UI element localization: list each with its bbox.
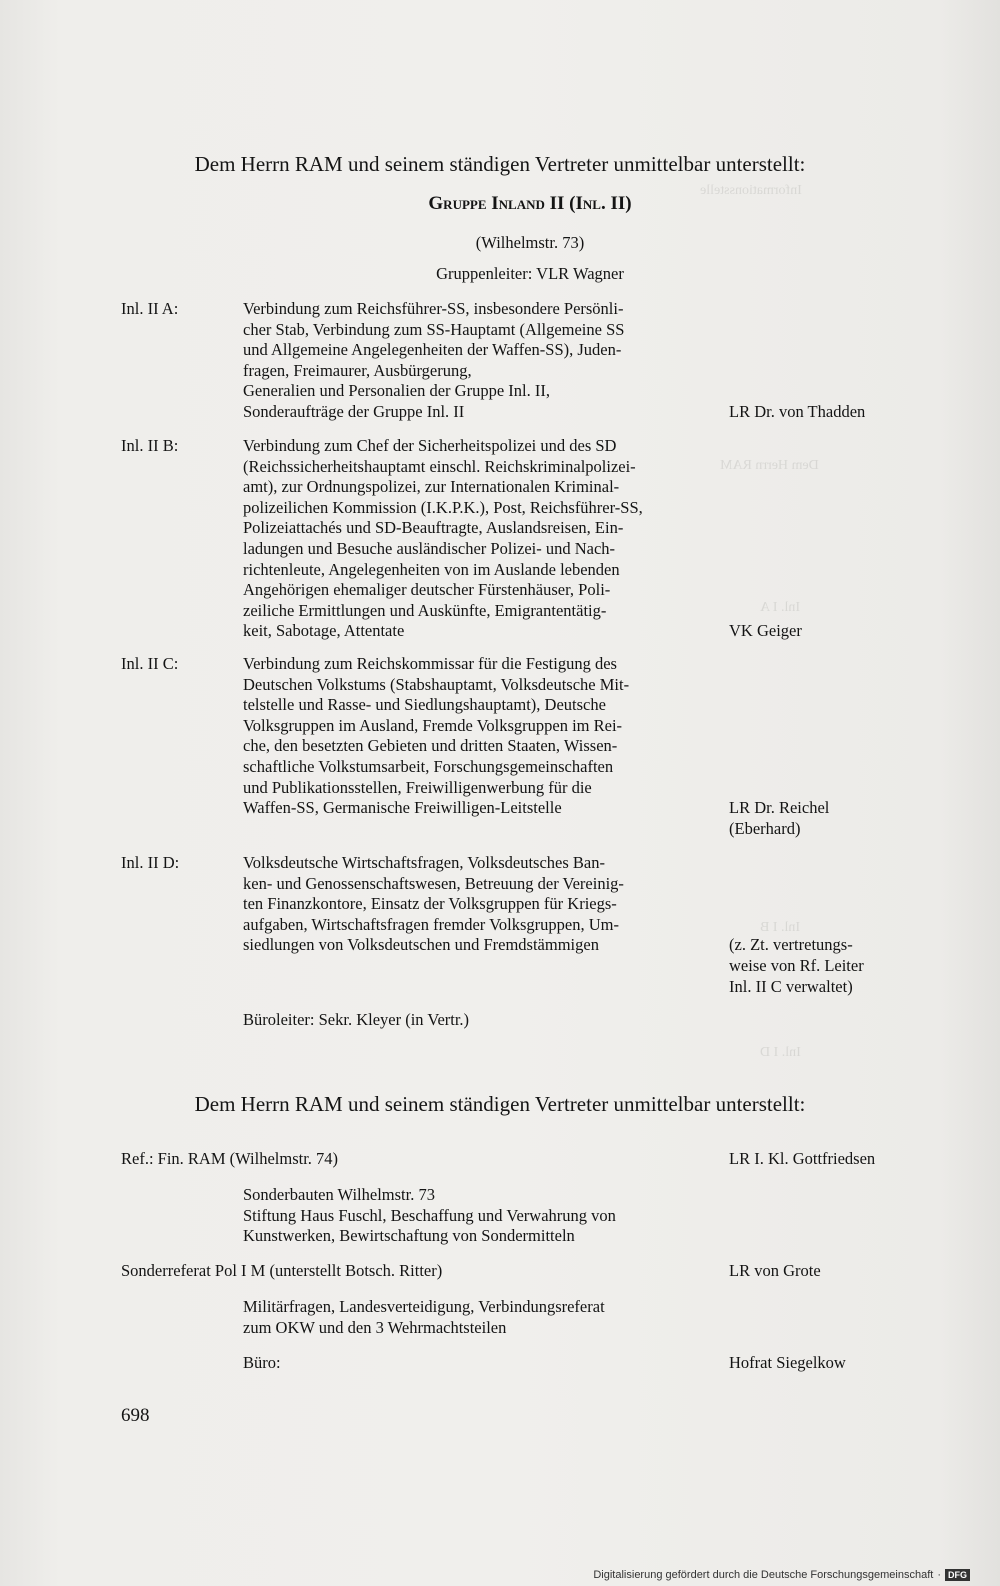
responsible-official: LR Dr. Reichel (729, 798, 830, 818)
section-text-line: zeiliche Ermittlungen und Auskünfte, Emigrantentätig- (243, 600, 607, 620)
group-leader: Gruppenleiter: VLR Wagner (436, 264, 624, 283)
special-referat-text-line: Militärfragen, Landesverteidigung, Verbindungsreferat (243, 1297, 605, 1316)
bleed-through-text: Inl. I B (760, 920, 801, 935)
section-heading-second: Dem Herrn RAM und seinem ständigen Vertreter unmittelbar unterstellt: (194, 1092, 806, 1116)
referat-text-line: Stiftung Haus Fuschl, Beschaffung und Verwahrung von (243, 1205, 616, 1225)
section-label: Inl. II C: (121, 654, 179, 673)
section-text-line: keit, Sabotage, Attentate (243, 621, 405, 641)
special-referat-text-line: zum OKW und den 3 Wehrmachtsteilen (243, 1317, 507, 1337)
section-text-line: und Publikationsstellen, Freiwilligenwerbung für die (243, 777, 592, 797)
section-text-line: fragen, Freimaurer, Ausbürgerung, (243, 360, 472, 380)
section-text-line: ladungen und Besuche ausländischer Polizei- und Nach- (243, 539, 616, 558)
bleed-through-text: Inl. I A (760, 600, 801, 615)
section-text-line: siedlungen von Volksdeutschen und Fremdstämmigen (243, 935, 599, 955)
section-text-line: Deutschen Volkstums (Stabshauptamt, Volksdeutsche Mit- (243, 674, 630, 694)
footer-text: Digitalisierung gefördert durch die Deutsche Forschungsgemeinschaft (593, 1569, 934, 1581)
bleed-through-text: Informationsstelle (700, 183, 802, 198)
section-text-line: che, den besetzten Gebieten und dritten Staaten, Wissen- (243, 736, 618, 756)
footer-separator: · (937, 1569, 941, 1581)
section-text-line: und Allgemeine Angelegenheiten der Waffen-SS), Juden- (243, 340, 622, 360)
section-text-line: schaftliche Volkstumsarbeit, Forschungsgemeinschaften (243, 757, 614, 776)
section-text-line: Sonderaufträge der Gruppe Inl. II (243, 402, 465, 421)
dfg-logo: DFG (945, 1569, 970, 1581)
group-address: (Wilhelmstr. 73) (475, 233, 585, 252)
section-text-line: Verbindung zum Reichsführer-SS, insbesondere Persönli- (243, 299, 624, 318)
section-text-line: amt), zur Ordnungspolizei, zur Internationalen Kriminal- (243, 477, 620, 497)
section-text-line: Angehörigen ehemaliger deutscher Fürstenhäuser, Poli- (243, 580, 611, 600)
section-text-line: Waffen-SS, Germanische Freiwilligen-Leitstelle (243, 798, 562, 818)
responsible-official: Inl. II C verwaltet) (729, 976, 853, 996)
section-text-line: Verbindung zum Reichskommissar für die Festigung des (243, 654, 617, 673)
section-text-line: (Reichssicherheitshauptamt einschl. Reichskriminalpolizei- (243, 456, 636, 476)
responsible-official: (z. Zt. vertretungs- (729, 935, 853, 955)
section-text-line: richtenleute, Angelegenheiten von im Auslande lebenden (243, 559, 620, 579)
responsible-official: LR von Grote (729, 1261, 821, 1280)
referat-label: Ref.: Fin. RAM (Wilhelmstr. 74) (121, 1149, 339, 1168)
responsible-official: VK Geiger (729, 621, 802, 641)
section-label: Inl. II D: (121, 853, 180, 872)
section-text-line: aufgaben, Wirtschaftsfragen fremder Volksgruppen, Um- (243, 914, 619, 934)
digitization-footer (593, 1569, 970, 1581)
section-text-line: Polizeiattachés und SD-Beauftragte, Auslandsreisen, Ein- (243, 518, 624, 538)
referat-text-line: Sonderbauten Wilhelmstr. 73 (243, 1185, 435, 1204)
office-head: Büroleiter: Sekr. Kleyer (in Vertr.) (243, 1010, 470, 1029)
referat-text-line: Kunstwerken, Bewirtschaftung von Sondermitteln (243, 1226, 575, 1246)
section-text-line: Volksgruppen im Ausland, Fremde Volksgruppen im Rei- (243, 715, 623, 735)
group-title: Gruppe Inland II (Inl. II) (428, 193, 632, 214)
section-text-line: cher Stab, Verbindung zum SS-Hauptamt (Allgemeine SS (243, 319, 625, 339)
buro-label: Büro: (243, 1353, 281, 1372)
special-referat-label: Sonderreferat Pol I M (unterstellt Botsch. Ritter) (121, 1261, 443, 1280)
section-text-line: polizeilichen Kommission (I.K.P.K.), Post, Reichsführer-SS, (243, 497, 643, 517)
bleed-through-text: Dem Herrn RAM (720, 458, 819, 473)
responsible-official: LR Dr. von Thadden (729, 402, 866, 421)
page-number: 698 (121, 1405, 150, 1426)
section-heading-top: Dem Herrn RAM und seinem ständigen Vertreter unmittelbar unterstellt: (194, 152, 806, 176)
section-label: Inl. II B: (121, 436, 179, 455)
responsible-official: (Eberhard) (729, 818, 801, 838)
section-text-line: Verbindung zum Chef der Sicherheitspolizei und des SD (243, 436, 617, 455)
section-text-line: telstelle und Rasse- und Siedlungshauptamt), Deutsche (243, 695, 606, 715)
responsible-official: weise von Rf. Leiter (729, 956, 864, 975)
section-label: Inl. II A: (121, 299, 179, 318)
bleed-through-text: Inl. I D (760, 1045, 801, 1060)
section-text-line: ken- und Genossenschaftswesen, Betreuung der Vereinig- (243, 873, 624, 893)
responsible-official: Hofrat Siegelkow (729, 1353, 846, 1372)
section-text-line: Volksdeutsche Wirtschaftsfragen, Volksdeutsches Ban- (243, 853, 605, 872)
section-text-line: ten Finanzkontore, Einsatz der Volksgruppen für Kriegs- (243, 894, 617, 914)
responsible-official: LR I. Kl. Gottfriedsen (729, 1149, 876, 1168)
section-text-line: Generalien und Personalien der Gruppe Inl. II, (243, 381, 550, 401)
